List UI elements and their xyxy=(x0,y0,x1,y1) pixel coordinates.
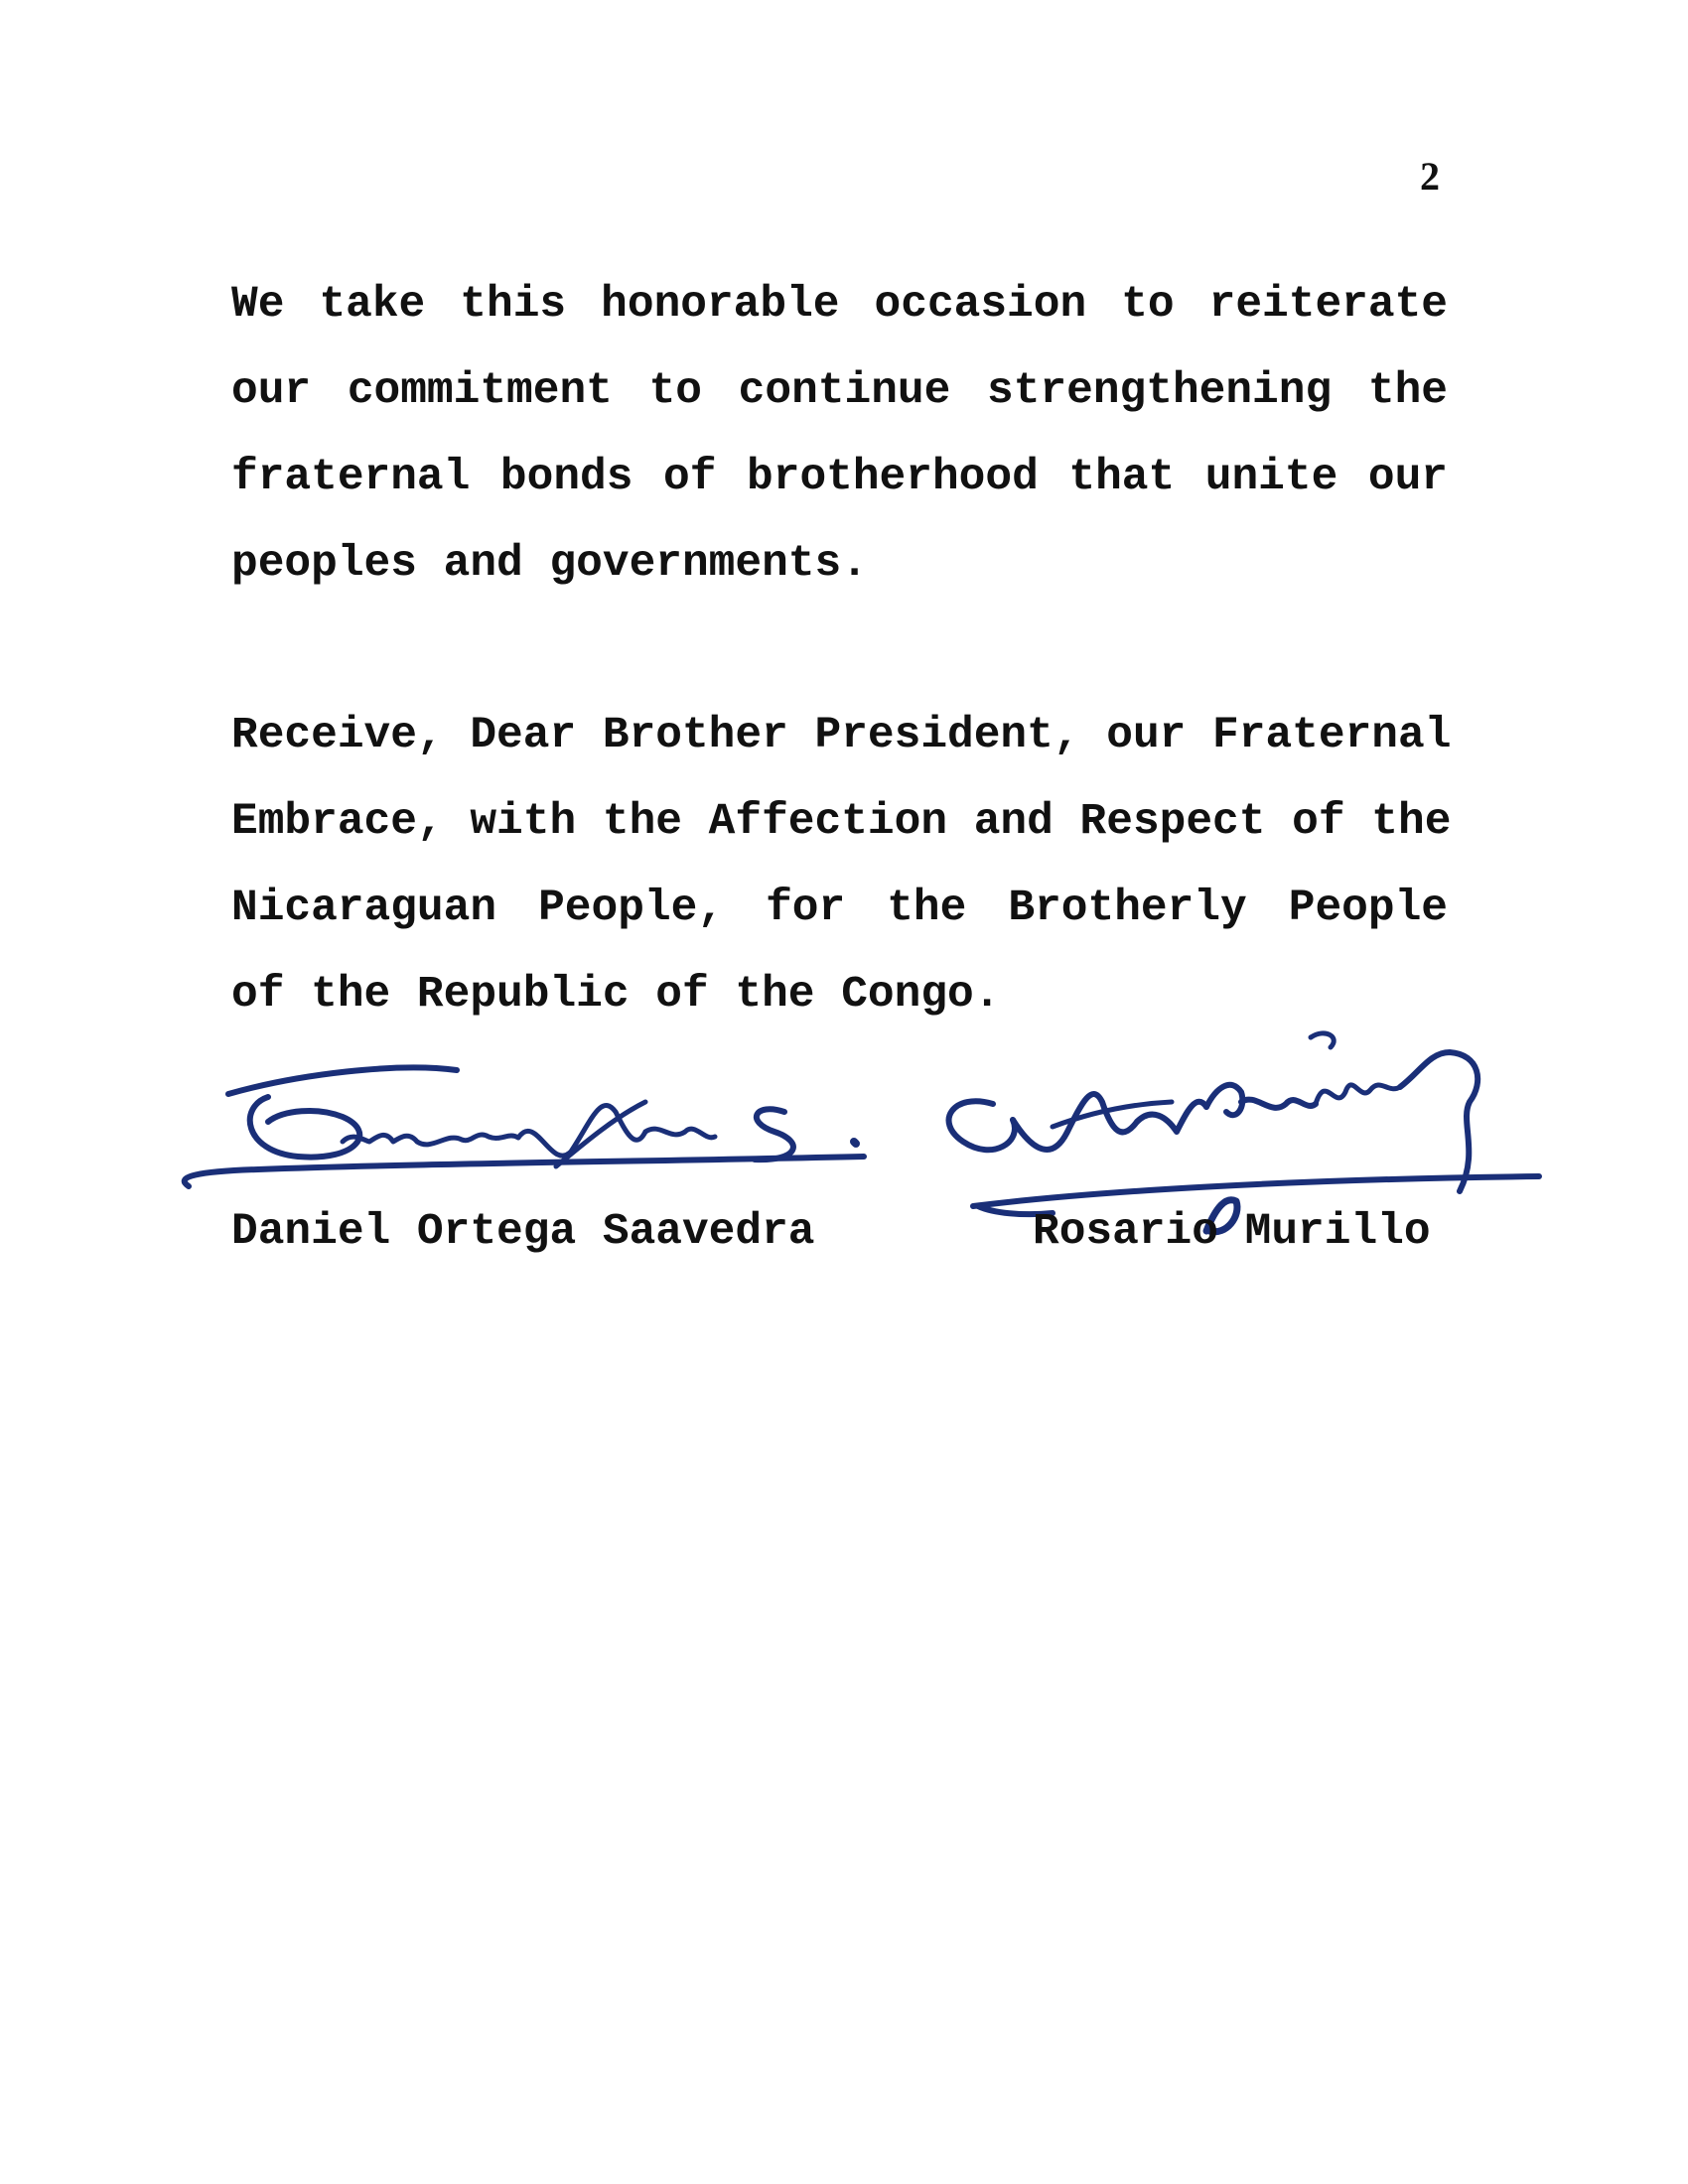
paragraph-line: fraternal bonds of brotherhood that unite our xyxy=(231,453,1448,502)
signatory-name-daniel-ortega: Daniel Ortega Saavedra xyxy=(231,1207,815,1257)
paragraph-reiterate-commitment xyxy=(231,262,1448,608)
paragraph-line: peoples and governments. xyxy=(231,539,868,589)
paragraph-line: Nicaraguan People, for the Brotherly People xyxy=(231,884,1448,933)
paragraph-line: Receive, Dear Brother President, our Fraternal xyxy=(231,711,1452,760)
signature-daniel-ortega xyxy=(185,1067,864,1186)
paragraph-line: of the Republic of the Congo. xyxy=(231,970,1001,1020)
paragraph-line: Embrace, with the Affection and Respect of the xyxy=(231,797,1452,847)
signatory-name-rosario-murillo: Rosario Murillo xyxy=(1033,1207,1431,1257)
paragraph-line: our commitment to continue strengthening the xyxy=(231,366,1448,416)
paragraph-fraternal-embrace xyxy=(231,693,1452,1038)
page-number: 2 xyxy=(1420,154,1440,199)
signature-rosario-murillo xyxy=(949,1033,1539,1232)
paragraph-line: We take this honorable occasion to reiterate xyxy=(231,280,1448,330)
